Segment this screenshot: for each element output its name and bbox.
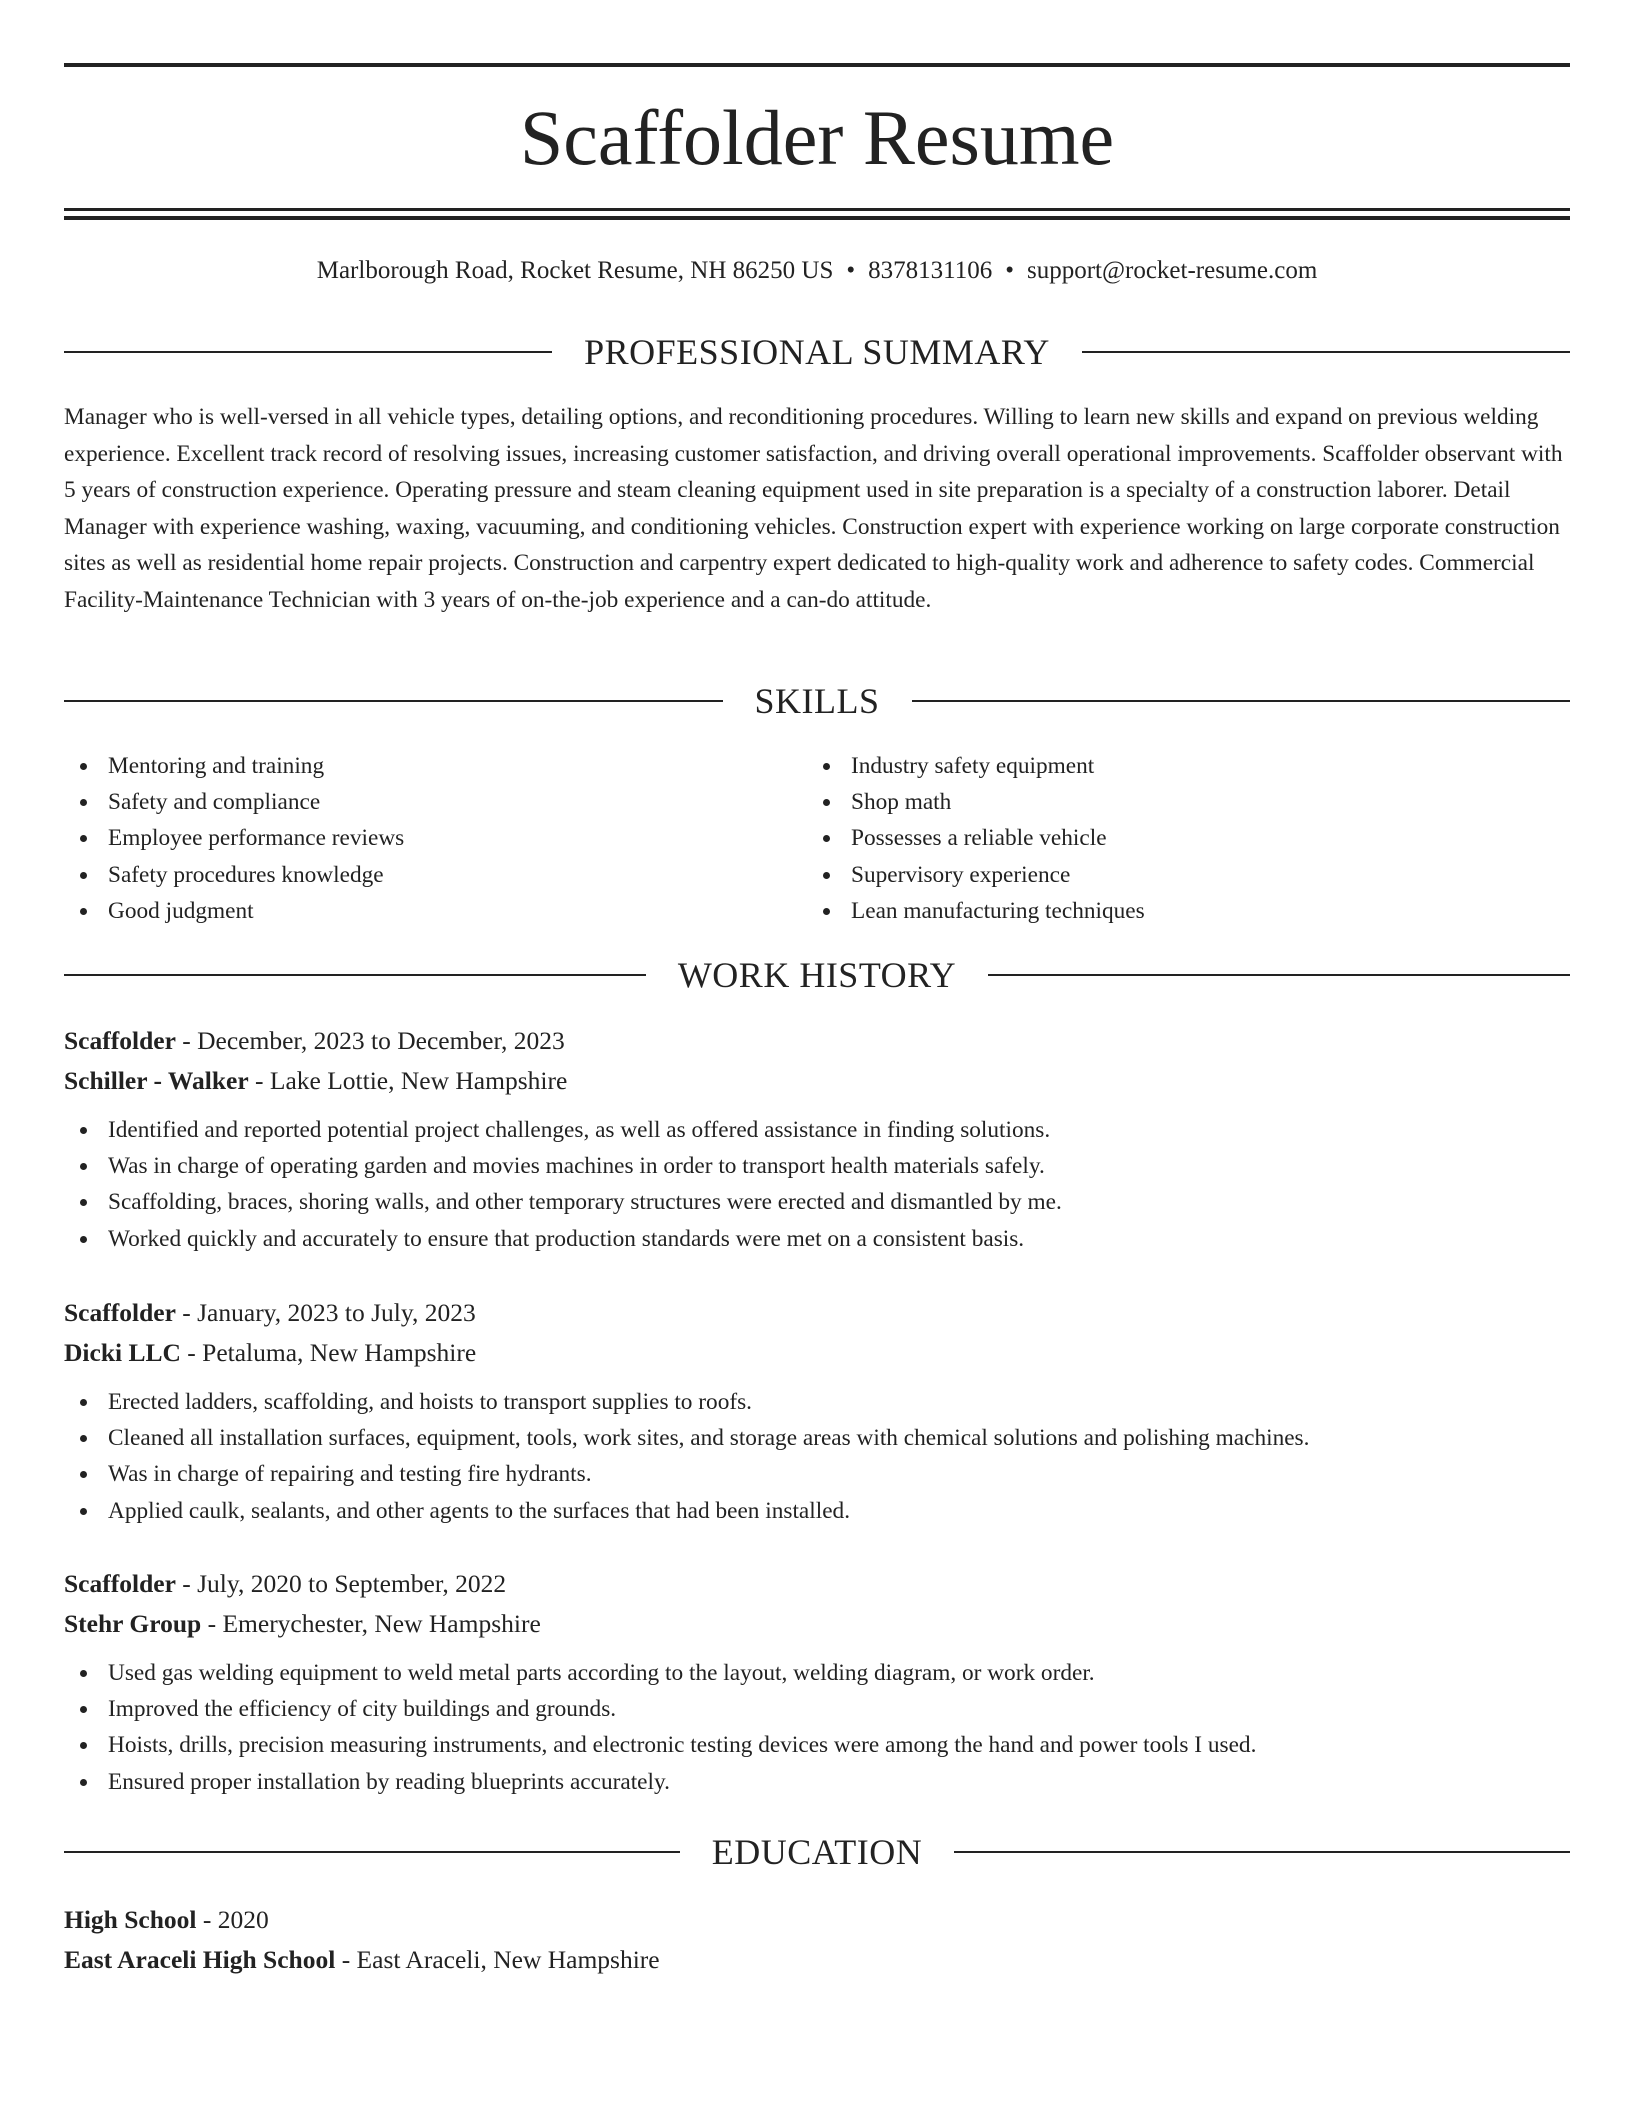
education-entry [64,1900,1570,1980]
duty-item: Improved the efficiency of city buildings and grounds. [64,1691,1570,1727]
education-school: East Araceli High School [64,1945,336,1974]
section-rule [64,1851,680,1853]
education-degree: High School [64,1905,197,1934]
contact-phone: 8378131106 [868,257,993,284]
job-duties [64,1384,1570,1529]
skill-item: Lean manufacturing techniques [807,893,1145,929]
job-entry [64,1293,1570,1529]
job-heading [64,1021,1570,1061]
section-header-summary [64,330,1570,374]
skill-item: Possesses a reliable vehicle [807,820,1145,856]
job-location: - Emerychester, New Hampshire [201,1609,541,1638]
job-title: Scaffolder [64,1569,176,1598]
job-title: Scaffolder [64,1298,176,1327]
job-dates: - January, 2023 to July, 2023 [175,1298,476,1327]
duty-item: Erected ladders, scaffolding, and hoists to transport supplies to roofs. [64,1384,1570,1420]
job-employer [64,1604,1570,1644]
duty-item: Applied caulk, sealants, and other agents to the surfaces that had been installed. [64,1493,1570,1529]
education-year: - 2020 [196,1905,269,1934]
contact-email: support@rocket-resume.com [1026,257,1318,284]
education-school-line [64,1940,1570,1980]
duty-item: Scaffolding, braces, shoring walls, and other temporary structures were erected and dismantled by me. [64,1184,1570,1220]
contact-line [64,253,1570,289]
contact-separator: • [1005,257,1014,284]
job-company: Dicki LLC [64,1338,181,1367]
job-entry [64,1564,1570,1800]
job-location: - Petaluma, New Hampshire [180,1338,477,1367]
section-title: PROFESSIONAL SUMMARY [584,332,1050,372]
section-header-education [64,1830,1570,1874]
duty-item: Used gas welding equipment to weld metal parts according to the layout, welding diagram, or work order. [64,1655,1570,1691]
skill-item: Industry safety equipment [807,748,1145,784]
section-rule [912,700,1571,702]
duty-item: Was in charge of repairing and testing fire hydrants. [64,1456,1570,1492]
job-duties [64,1112,1570,1257]
job-company: Schiller - Walker [64,1066,249,1095]
section-rule [954,1851,1570,1853]
job-duties [64,1655,1570,1800]
contact-separator: • [846,257,856,284]
job-heading [64,1564,1570,1604]
resume-title: Scaffolder Resume [519,94,1115,181]
skill-item: Good judgment [64,893,404,929]
duty-item: Cleaned all installation surfaces, equipment, tools, work sites, and storage areas with chemical solutions and polishing machines. [64,1420,1570,1456]
duty-item: Was in charge of operating garden and movies machines in order to transport health materials safely. [64,1148,1570,1184]
skills-list-right [807,748,1145,929]
job-location: - Lake Lottie, New Hampshire [248,1066,568,1095]
section-title: WORK HISTORY [677,955,957,995]
duty-item: Ensured proper installation by reading blueprints accurately. [64,1764,1570,1800]
education-heading [64,1900,1570,1940]
skill-item: Shop math [807,784,1145,820]
section-rule [64,700,723,702]
skill-item: Employee performance reviews [64,820,404,856]
section-header-skills [64,679,1570,723]
section-rule [64,351,552,353]
section-header-work [64,953,1570,997]
duty-item: Worked quickly and accurately to ensure that production standards were met on a consistent basis. [64,1221,1570,1257]
duty-item: Identified and reported potential project challenges, as well as offered assistance in finding solutions. [64,1112,1570,1148]
section-rule [1082,351,1570,353]
job-employer [64,1061,1570,1101]
education-location: - East Araceli, New Hampshire [335,1945,660,1974]
top-rule [64,63,1570,67]
skills-list-left [64,748,404,929]
skill-item: Supervisory experience [807,857,1145,893]
title-rule-upper [64,208,1570,211]
skill-item: Mentoring and training [64,748,404,784]
title-rule-lower [64,216,1570,220]
summary-text: Manager who is well-versed in all vehicle types, detailing options, and reconditioning procedures. Willing to learn new skills and expand on previous welding experience. Excellent track record of resolving issues, increasing customer satisfaction, and driving overall operational improvements. Scaffolder observant with 5 years of construction experience. Operating pressure and steam cleaning equipment used in site preparation is a specialty of a construction laborer. Detail Manager with experience washing, waxing, vacuuming, and conditioning vehicles. Construction expert with experience working on large corporate construction sites as well as residential home repair projects. Construction and carpentry expert dedicated to high-quality work and adherence to safety codes. Commercial Facility-Maintenance Technician with 3 years of on-the-job experience and a can-do attitude. [64,404,1563,613]
job-entry [64,1021,1570,1257]
section-rule [64,974,646,976]
job-dates: - December, 2023 to December, 2023 [175,1026,565,1055]
job-company: Stehr Group [64,1609,202,1638]
section-title: EDUCATION [711,1832,923,1872]
job-dates: - July, 2020 to September, 2022 [175,1569,507,1598]
skill-item: Safety procedures knowledge [64,857,404,893]
duty-item: Hoists, drills, precision measuring instruments, and electronic testing devices were among the hand and power tools I used. [64,1727,1570,1763]
contact-address: Marlborough Road, Rocket Resume, NH 86250 US [316,257,834,284]
section-title: SKILLS [754,681,880,721]
skill-item: Safety and compliance [64,784,404,820]
section-rule [988,974,1570,976]
job-heading [64,1293,1570,1333]
job-title: Scaffolder [64,1026,176,1055]
job-employer [64,1333,1570,1373]
